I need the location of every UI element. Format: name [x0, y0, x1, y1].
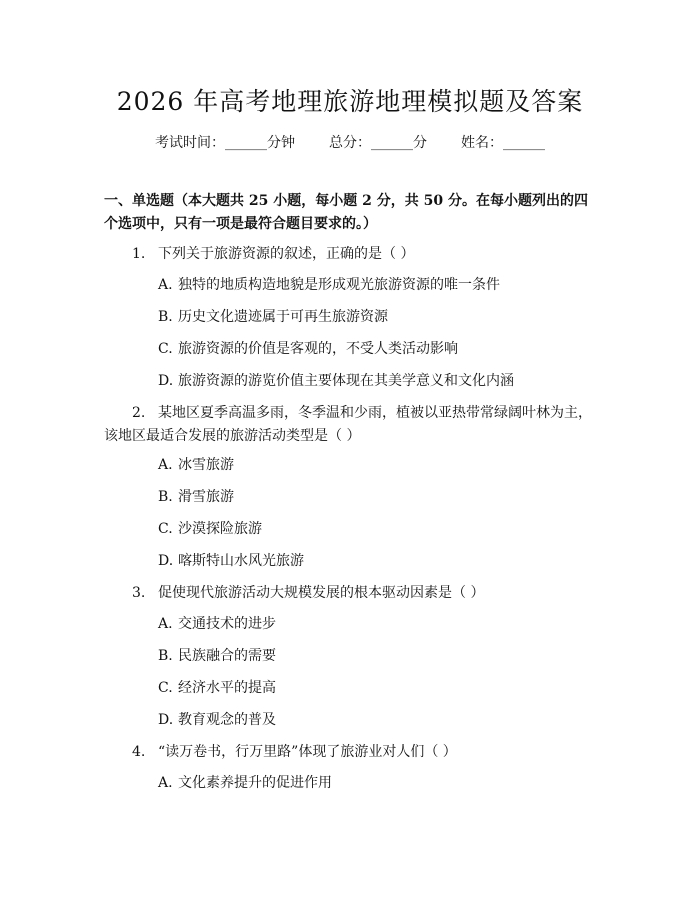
- option-letter: D.: [158, 712, 174, 728]
- option-letter: B.: [158, 648, 173, 664]
- option-text: 旅游资源的价值是客观的，不受人类活动影响: [178, 341, 458, 357]
- option-letter: A.: [158, 457, 173, 473]
- q1-option-b: [158, 307, 598, 327]
- q2-option-d: [158, 551, 598, 571]
- option-letter: C.: [158, 521, 173, 537]
- option-text: 滑雪旅游: [178, 489, 234, 505]
- question-stem: 某地区夏季高温多雨，冬季温和少雨，植被以亚热带常绿阔叶林为主，该地区最适合发展的旅游活动类型是（ ）: [104, 405, 592, 444]
- q3-option-d: [158, 710, 598, 730]
- q3-option-a: [158, 614, 598, 634]
- question-number: 1.: [132, 246, 146, 262]
- option-letter: D.: [158, 553, 174, 569]
- q1-option-d: [158, 371, 598, 391]
- question-number: 2.: [132, 405, 146, 421]
- q2-option-b: [158, 487, 598, 507]
- option-letter: C.: [158, 341, 173, 357]
- exam-meta: [0, 132, 700, 152]
- section-heading-single-choice: 一、单选题（本大题共 25 小题，每小题 2 分，共 50 分。在每小题列出的四个选项中，只有一项是最符合题目要求的。）: [104, 193, 588, 232]
- question-number: 4.: [132, 744, 146, 760]
- q4-option-a: [158, 773, 598, 793]
- option-text: 独特的地质构造地貌是形成观光旅游资源的唯一条件: [178, 277, 500, 293]
- option-letter: A.: [158, 775, 173, 791]
- q2-option-c: [158, 519, 598, 539]
- q3-option-c: [158, 678, 598, 698]
- document-title: 2026 年高考地理旅游地理模拟题及答案: [116, 87, 584, 116]
- option-letter: A.: [158, 277, 173, 293]
- question-number: 3.: [132, 585, 146, 601]
- question-1: [104, 243, 596, 266]
- total-score-field: 总分：______分: [329, 135, 427, 151]
- q2-option-a: [158, 455, 598, 475]
- option-text: 文化素养提升的促进作用: [178, 775, 332, 791]
- option-text: 交通技术的进步: [178, 616, 276, 632]
- question-3: [104, 582, 596, 605]
- question-4: [104, 741, 596, 764]
- option-text: 教育观念的普及: [178, 712, 276, 728]
- option-text: 民族融合的需要: [178, 648, 276, 664]
- option-letter: D.: [158, 373, 174, 389]
- question-stem: 下列关于旅游资源的叙述，正确的是（ ）: [158, 246, 415, 262]
- option-letter: B.: [158, 309, 173, 325]
- exam-time-field: 考试时间：______分钟: [155, 135, 295, 151]
- q1-option-a: [158, 275, 598, 295]
- option-letter: C.: [158, 680, 173, 696]
- option-text: 冰雪旅游: [178, 457, 234, 473]
- option-text: 经济水平的提高: [178, 680, 276, 696]
- option-letter: B.: [158, 489, 173, 505]
- option-text: 沙漠探险旅游: [178, 521, 262, 537]
- question-2: [104, 402, 596, 448]
- option-text: 历史文化遗迹属于可再生旅游资源: [178, 309, 388, 325]
- q3-option-b: [158, 646, 598, 666]
- option-text: 喀斯特山水风光旅游: [178, 553, 304, 569]
- option-letter: A.: [158, 616, 173, 632]
- option-text: 旅游资源的游览价值主要体现在其美学意义和文化内涵: [178, 373, 514, 389]
- name-field: 姓名：______: [461, 135, 545, 151]
- q1-option-c: [158, 339, 598, 359]
- question-stem: 促使现代旅游活动大规模发展的根本驱动因素是（ ）: [158, 585, 485, 601]
- question-stem: “读万卷书，行万里路”体现了旅游业对人们（ ）: [158, 744, 457, 760]
